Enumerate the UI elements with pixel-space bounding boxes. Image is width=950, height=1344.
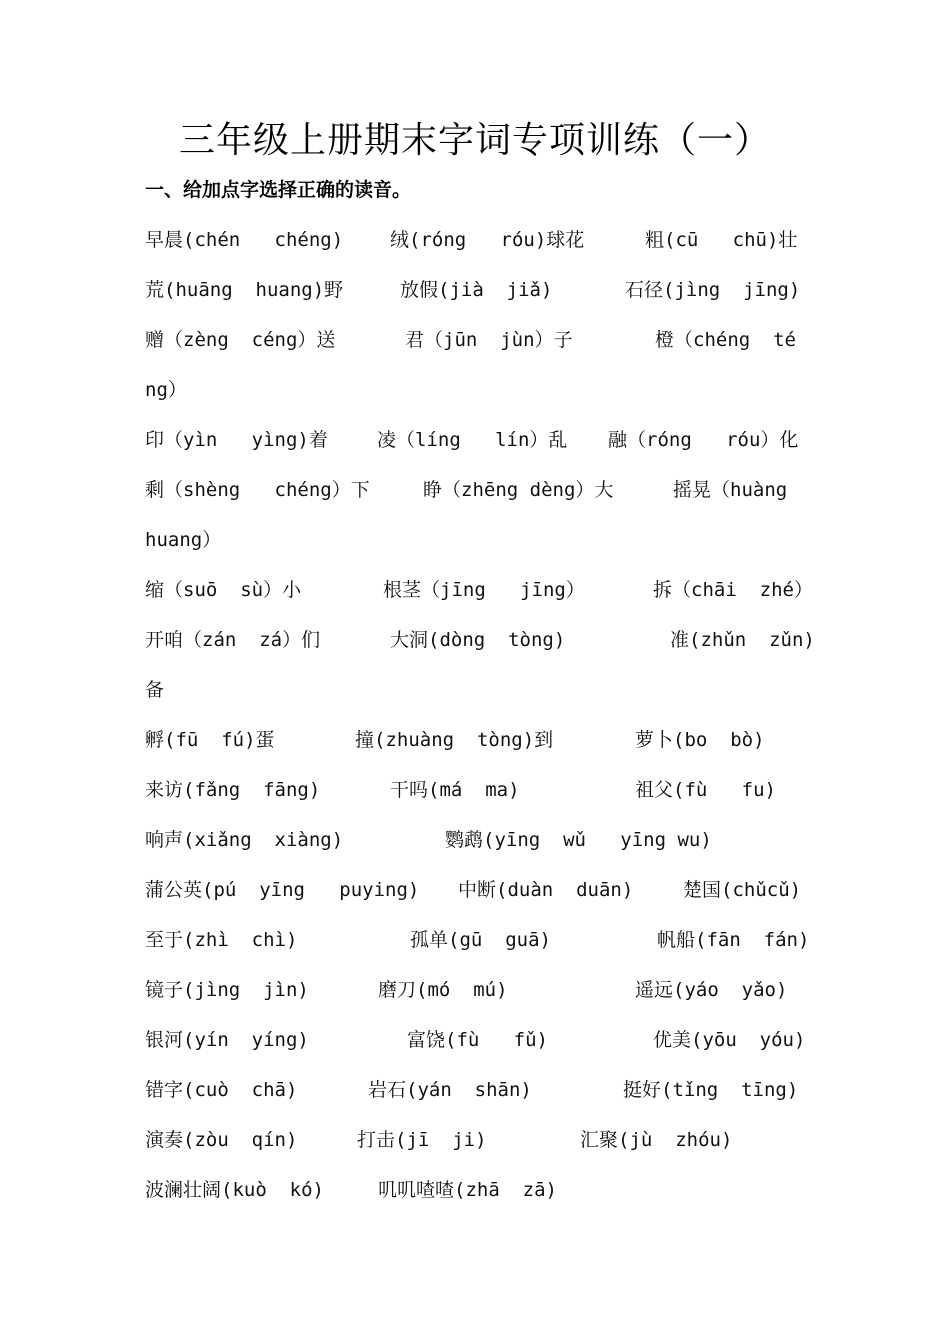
exercise-line <box>145 325 825 355</box>
exercise-item: 绒(róng róu)球花 <box>390 229 585 251</box>
exercise-item: 准(zhǔn zǔn) <box>670 629 815 651</box>
exercise-line <box>145 675 825 705</box>
exercise-item: 优美(yōu yóu) <box>653 1029 806 1051</box>
exercise-line <box>145 1125 825 1155</box>
exercise-item: 中断(duàn duān) <box>458 879 634 901</box>
exercise-item: 蒲公英(pú yīng puying) <box>145 879 420 901</box>
exercise-item: 波澜壮阔(kuò kó) <box>145 1179 324 1201</box>
exercise-item: 岩石(yán shān) <box>368 1079 532 1101</box>
exercise-item: 孵(fū fú)蛋 <box>145 729 275 751</box>
page-title: 三年级上册期末字词专项训练（一） <box>178 120 771 161</box>
exercise-item: 摇晃（huàng <box>673 479 788 501</box>
exercise-item: 磨刀(mó mú) <box>378 979 508 1001</box>
exercise-item: 汇聚(jù zhóu) <box>580 1129 733 1151</box>
exercise-item: 挺好(tǐng tīng) <box>623 1079 799 1101</box>
exercise-item: 撞(zhuàng tòng)到 <box>355 729 554 751</box>
exercise-item: 响声(xiǎng xiàng) <box>145 829 344 851</box>
exercise-item: 演奏(zòu qín) <box>145 1129 298 1151</box>
exercise-item: 融（róng róu）化 <box>608 429 799 451</box>
exercise-item: 错字(cuò chā) <box>145 1079 298 1101</box>
section-heading: 一、给加点字选择正确的读音。 <box>145 179 412 201</box>
exercise-item: 至于(zhì chì) <box>145 929 298 951</box>
exercise-line <box>145 1075 825 1105</box>
exercise-line <box>145 775 825 805</box>
exercise-item: 早晨(chén chéng) <box>145 229 344 251</box>
exercise-item: 备 <box>145 679 165 701</box>
exercise-line <box>145 725 825 755</box>
exercise-line <box>145 1025 825 1055</box>
exercise-line <box>145 475 825 505</box>
exercise-item: 鹦鹉(yīng wǔ yīng wu) <box>445 829 712 851</box>
exercise-item: 干吗(má ma) <box>390 779 520 801</box>
exercise-item: 拆（chāi zhé） <box>653 579 813 601</box>
exercise-item: 石径(jìng jīng) <box>625 279 801 301</box>
exercise-item: 帆船(fān fán) <box>657 929 810 951</box>
exercise-item: 遥远(yáo yǎo) <box>635 979 788 1001</box>
exercise-item: 放假(jià jiǎ) <box>400 279 553 301</box>
exercise-item: 大洞(dòng tòng) <box>390 629 566 651</box>
exercise-item: 叽叽喳喳(zhā zā) <box>378 1179 557 1201</box>
exercise-item: 镜子(jìng jìn) <box>145 979 309 1001</box>
exercise-line <box>145 925 825 955</box>
exercise-item: 凌（líng lín）乱 <box>377 429 568 451</box>
exercise-line <box>145 275 825 305</box>
exercise-item: 开咱（zán zá）们 <box>145 629 321 651</box>
exercise-item: 缩（suō sù）小 <box>145 579 302 601</box>
exercise-line <box>145 525 825 555</box>
exercise-item: 孤单(gū guā) <box>410 929 551 951</box>
exercise-line <box>145 375 825 405</box>
exercise-item: 楚国(chǔcǔ) <box>683 879 802 901</box>
exercise-line <box>145 875 825 905</box>
exercise-line <box>145 575 825 605</box>
exercise-item: 印（yìn yìng)着 <box>145 429 328 451</box>
exercise-item: 荒(huāng huang)野 <box>145 279 344 301</box>
exercise-line <box>145 225 825 255</box>
exercise-line <box>145 625 825 655</box>
exercise-item: 剩（shèng chéng）下 <box>145 479 370 501</box>
exercise-line <box>145 825 825 855</box>
exercise-item: ng） <box>145 379 187 401</box>
exercise-item: 打击(jī ji) <box>357 1129 487 1151</box>
exercise-item: 来访(fǎng fāng) <box>145 779 321 801</box>
exercise-item: 睁（zhēng dèng）大 <box>423 479 614 501</box>
exercise-item: 祖父(fù fu) <box>635 779 776 801</box>
exercise-item: 粗(cū chū)壮 <box>645 229 798 251</box>
exercise-item: 萝卜(bo bò) <box>635 729 765 751</box>
exercise-item: 橙（chéng té <box>655 329 796 351</box>
exercise-item: 银河(yín yíng) <box>145 1029 309 1051</box>
exercise-item: 富饶(fù fǔ) <box>407 1029 548 1051</box>
exercise-item: 根茎（jīng jīng） <box>383 579 585 601</box>
exercise-item: huang） <box>145 529 222 551</box>
exercise-item: 赠（zèng céng）送 <box>145 329 336 351</box>
exercise-line <box>145 975 825 1005</box>
exercise-line <box>145 1175 825 1205</box>
exercise-item: 君（jūn jùn）子 <box>405 329 573 351</box>
exercise-line <box>145 425 825 455</box>
